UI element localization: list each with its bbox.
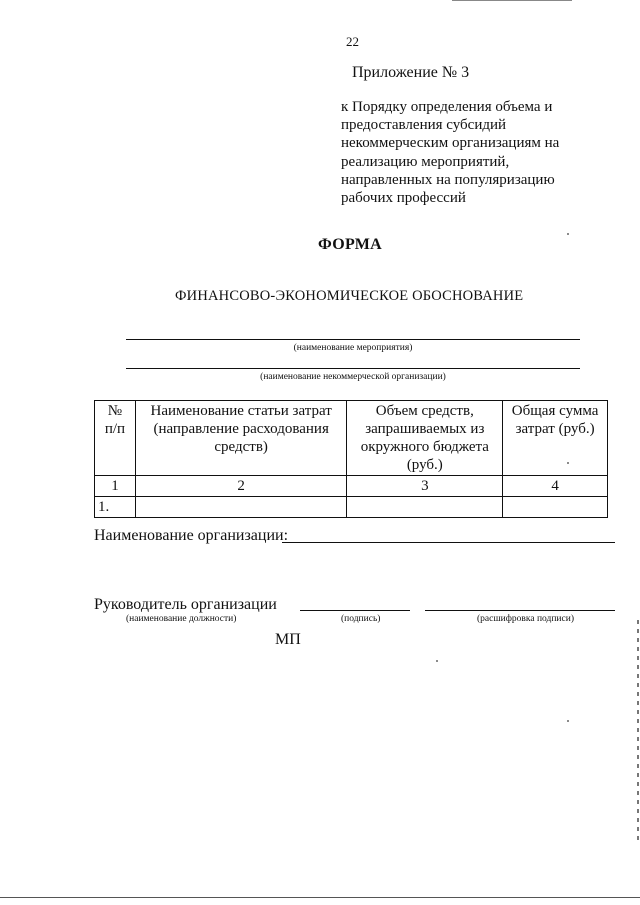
column-number-cell: 4 <box>503 476 608 497</box>
column-number-cell: 3 <box>347 476 503 497</box>
appendix-line: реализацию мероприятий, <box>341 153 510 170</box>
header-cell-number <box>95 401 136 476</box>
stamp-label: МП <box>275 631 301 648</box>
column-number-cell: 1 <box>95 476 136 497</box>
organization-line[interactable] <box>282 542 615 543</box>
table-header-row <box>95 401 608 476</box>
header-cell-item <box>135 401 347 476</box>
scan-speck <box>567 720 569 722</box>
table-cell[interactable]: 1. <box>95 497 136 518</box>
organization-label: Наименование организации: <box>94 527 289 544</box>
table-cell[interactable] <box>503 497 608 518</box>
scan-speck <box>436 660 438 662</box>
appendix-line: направленных на популяризацию <box>341 171 555 188</box>
header-text: (руб.) <box>406 457 443 473</box>
header-text: Общая сумма <box>511 403 599 419</box>
org-name-line[interactable] <box>126 368 580 369</box>
table-row <box>95 497 608 518</box>
form-label: ФОРМА <box>317 236 382 253</box>
header-text: Наименование статьи затрат <box>150 403 332 419</box>
signature-decoding-line[interactable] <box>425 610 615 611</box>
header-text: затрат (руб.) <box>515 421 595 437</box>
scan-edge-right <box>637 620 639 840</box>
appendix-text <box>341 98 601 207</box>
header-text: окружного бюджета <box>360 439 489 455</box>
header-text: Объем средств, <box>375 403 474 419</box>
signature-line[interactable] <box>300 610 410 611</box>
header-text: запрашиваемых из <box>365 421 485 437</box>
scan-edge-top <box>452 0 572 1</box>
table-cell[interactable] <box>135 497 347 518</box>
header-text: № <box>107 403 123 419</box>
table-cell[interactable] <box>347 497 503 518</box>
head-label: Руководитель организации <box>94 596 277 613</box>
org-name-caption: (наименование некоммерческой организации) <box>260 372 446 382</box>
scan-speck <box>567 233 569 235</box>
financial-table <box>94 400 608 518</box>
scan-edge-bottom <box>0 897 640 898</box>
header-text: п/п <box>104 421 126 437</box>
document-title: ФИНАНСОВО-ЭКОНОМИЧЕСКОЕ ОБОСНОВАНИЕ <box>175 288 524 304</box>
decoding-caption: (расшифровка подписи) <box>477 614 574 624</box>
appendix-line: некоммерческим организациям на <box>341 135 560 152</box>
position-caption: (наименование должности) <box>126 614 237 624</box>
header-text: средств) <box>214 439 268 455</box>
appendix-line: предоставления субсидий <box>341 117 507 134</box>
appendix-title: Приложение № 3 <box>352 64 470 81</box>
header-cell-total <box>503 401 608 476</box>
appendix-line: к Порядку определения объема и <box>341 99 553 115</box>
header-cell-requested <box>347 401 503 476</box>
event-name-line[interactable] <box>126 339 580 340</box>
signature-caption: (подпись) <box>341 614 381 624</box>
column-number-cell: 2 <box>135 476 347 497</box>
scan-speck <box>567 462 569 464</box>
header-text: (направление расходования <box>153 421 329 437</box>
page-number: 22 <box>346 34 359 49</box>
appendix-line: рабочих профессий <box>341 190 466 207</box>
column-number-row <box>95 476 608 497</box>
event-name-caption: (наименование мероприятия) <box>293 343 413 353</box>
